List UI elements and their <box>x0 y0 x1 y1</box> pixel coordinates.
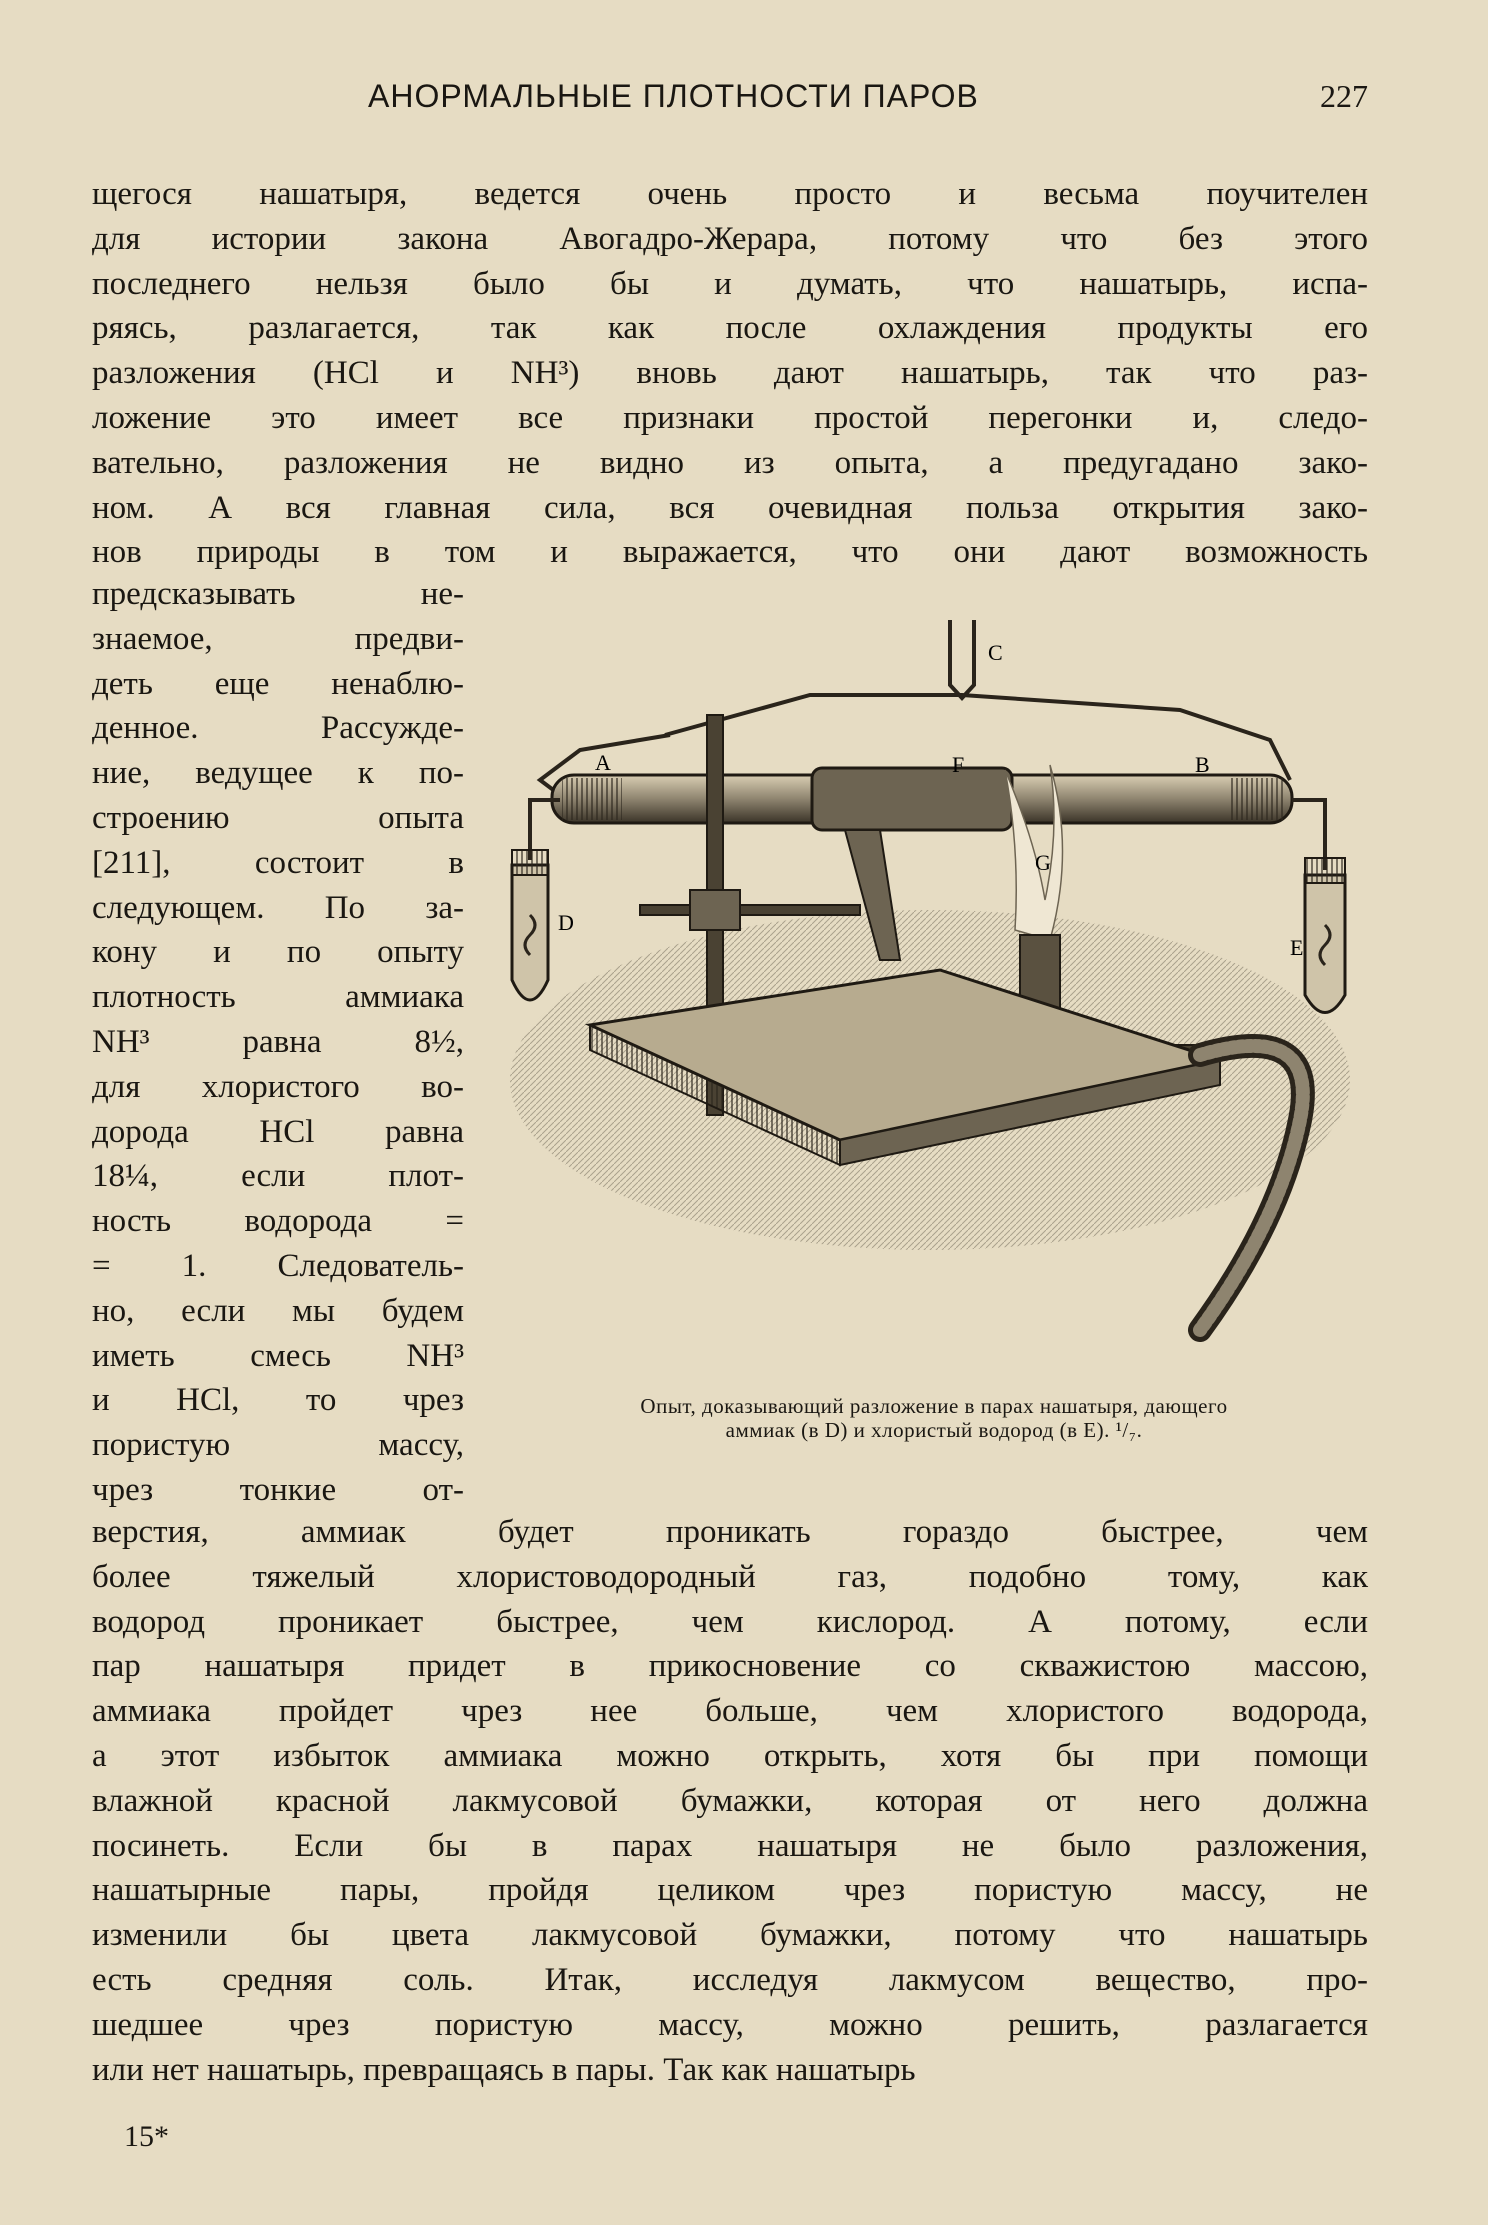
plug-a <box>562 778 622 820</box>
text-line: для хлористого во- <box>92 1068 464 1105</box>
text-line: более тяжелый хлористоводородный газ, подобно тому, как <box>92 1558 1368 1595</box>
text-line: нов природы в том и выражается, что они дают возможность <box>92 534 1368 571</box>
plug-b <box>1230 778 1285 820</box>
apparatus-illustration <box>500 600 1368 1450</box>
text-line: дорода HCl равна <box>92 1113 464 1150</box>
text-line: нашатырные пары, пройдя целиком чрез пористую массу, не <box>92 1872 1368 1909</box>
text-line: иметь смесь NH³ <box>92 1337 464 1374</box>
text-line: деть еще ненаблю- <box>92 665 464 702</box>
stand-clamp-arm <box>640 905 860 915</box>
label-b: B <box>1195 752 1210 777</box>
stand-clamp <box>690 890 740 930</box>
text-line: предсказывать не- <box>92 576 464 612</box>
text-line: строению опыта <box>92 799 464 836</box>
apparatus-drawing <box>500 600 1368 1390</box>
text-line: а этот избыток аммиака можно открыть, хотя бы при помощи <box>92 1737 1368 1774</box>
text-line: плотность аммиака <box>92 979 464 1016</box>
left-column-text <box>92 572 464 1513</box>
printer-signature: 15* <box>124 2120 169 2153</box>
label-c: C <box>988 640 1003 665</box>
text-line: следующем. По за- <box>92 889 464 926</box>
text-line: кону и по опыту <box>92 934 464 971</box>
text-line: вательно, разложения не видно из опыта, а предугадано зако- <box>92 444 1368 481</box>
label-e: E <box>1290 935 1304 960</box>
text-line: есть средняя соль. Итак, исследуя лакмусом вещество, про- <box>92 1961 1368 1998</box>
text-line: разложения (HCl и NH³) вновь дают нашатырь, так что раз- <box>92 355 1368 392</box>
page-header <box>92 78 1368 128</box>
text-line: пар нашатыря придет в прикосновение со скважистою массою, <box>92 1648 1368 1685</box>
text-line: аммиака пройдет чрез нее больше, чем хлористого водорода, <box>92 1693 1368 1730</box>
label-g: G <box>1035 850 1051 875</box>
text-line: шедшее чрез пористую массу, можно решить, разлагается <box>92 2006 1368 2043</box>
text-line: или нет нашатырь, превращаясь в пары. Так как нашатырь <box>92 2051 916 2088</box>
caption-line: аммиак (в D) и хлористый водород (в E). ¹/₇. <box>725 1418 1143 1442</box>
text-line: верстия, аммиак будет проникать гораздо быстрее, чем <box>92 1514 1368 1550</box>
inlet-tube-c <box>950 620 974 698</box>
text-line: ном. А вся главная сила, вся очевидная польза открытия зако- <box>92 489 1368 526</box>
text-line: пористую массу, <box>92 1427 464 1464</box>
text-line: посинеть. Если бы в парах нашатыря не было разложения, <box>92 1827 1368 1864</box>
text-line: изменили бы цвета лакмусовой бумажки, потому что нашатырь <box>92 1917 1368 1954</box>
running-title: АНОРМАЛЬНЫЕ ПЛОТНОСТИ ПАРОВ <box>368 78 979 114</box>
text-line: ряясь, разлагается, так как после охлаждения продукты его <box>92 310 1368 347</box>
text-line: денное. Рассужде- <box>92 710 464 747</box>
page-number: 227 <box>1320 78 1368 114</box>
text-line: и HCl, то чрез <box>92 1382 464 1419</box>
text-line: = 1. Следователь- <box>92 1247 464 1284</box>
text-line: щегося нашатыря, ведется очень просто и весьма поучителен <box>92 176 1368 212</box>
label-d: D <box>558 910 574 935</box>
text-line: ность водорода = <box>92 1203 464 1240</box>
text-line: 18¼, если плот- <box>92 1158 464 1195</box>
text-line: ложение это имеет все признаки простой перегонки и, следо- <box>92 399 1368 436</box>
porous-section-f <box>812 768 1012 830</box>
text-line: NH³ равна 8½, <box>92 1023 464 1060</box>
text-line: знаемое, предви- <box>92 620 464 657</box>
vessel-d <box>512 865 548 1000</box>
caption-line: Опыт, доказывающий разложение в парах нашатыря, дающего <box>640 1394 1228 1418</box>
text-line: чрез тонкие от- <box>92 1471 464 1508</box>
bottom-paragraph <box>92 1510 1368 2092</box>
label-f: F <box>952 752 965 777</box>
label-a: A <box>595 750 611 775</box>
text-line: [211], состоит в <box>92 844 464 881</box>
vessel-e-stopper <box>1305 858 1345 883</box>
figure-caption <box>500 1394 1368 1442</box>
text-line: водород проникает быстрее, чем кислород. А потому, если <box>92 1603 1368 1640</box>
top-paragraph <box>92 172 1368 575</box>
text-line: но, если мы будем <box>92 1292 464 1329</box>
text-line: последнего нельзя было бы и думать, что нашатырь, испа- <box>92 265 1368 302</box>
text-line: для истории закона Авогадро-Жерара, потому что без этого <box>92 220 1368 257</box>
text-line: ние, ведущее к по- <box>92 755 464 792</box>
vessel-d-stopper <box>512 850 548 875</box>
text-line: влажной красной лакмусовой бумажки, которая от него должна <box>92 1782 1368 1819</box>
